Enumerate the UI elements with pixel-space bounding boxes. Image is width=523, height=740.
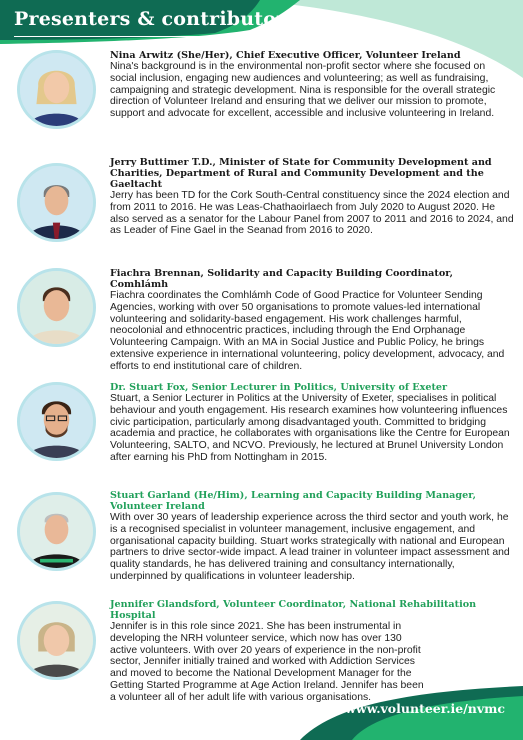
presenter-photo	[17, 268, 96, 347]
presenter-bio: Fiachra coordinates the Comhlámh Code of Good Practice for Volunteer Sending Agencies, working with over 50 organisations to promote values-led international volunteering and solidarity-based engagement. His work challenges harmful, neocolonial and ethnocentric practices, including through the End Orphanage Volunteering Campaign. With an MA in Social Justice and Public Policy, he brings extensive experience in international volunteering, policy development, advocacy, and efforts to end institutional care of children.	[110, 290, 505, 372]
presenter-name: Fiachra Brennan, Solidarity and Capacity Building Coordinator, Comhlámh	[110, 268, 453, 290]
portrait-icon	[20, 604, 93, 677]
presenter-photo	[17, 163, 96, 242]
presenter-bio: With over 30 years of leadership experience across the third sector and youth work, he is a recognised specialist in volunteer management, inclusive engagement, and organisational capacity building. Stuart works strategically with national and European partners to drive sector-wide impact. A lead trainer in volunteer impact assessment and quality standards, he has delivered training and consultancy internationally, underpinned by qualifications in volunteer leadership.	[110, 512, 510, 582]
presenter-bio: Nina's background is in the environmental non-profit sector where she focused on social inclusion, engaging new audiences and volunteering; as well as fundraising, campaigning and strategic development. Nina is responsible for the overall strategic direction of Volunteer Ireland and ensuring that we deliver our mission to promote, support and advocate for excellent, accessible and inclusive volunteering in Ireland.	[110, 61, 496, 120]
portrait-icon	[20, 166, 93, 239]
presenter-photo	[17, 382, 96, 461]
presenter-bio: Jerry has been TD for the Cork South-Central constituency since the 2024 election and from 2011 to 2016. He was Leas-Chathaoirlaech from July 2020 to August 2020. He also served as a senator for the Labour Panel from 2007 to 2011 and 2016 to 2024, and as Leader of Fine Gael in the Seanad from 2016 to 2020.	[110, 190, 514, 237]
portrait-icon	[20, 271, 93, 344]
presenter-name: Jennifer Glandsford, Volunteer Coordinator, National Rehabilitation Hospital	[110, 599, 477, 621]
presenter-name: Jerry Buttimer T.D., Minister of State for Community Development and Charities, Department of Rural and Community Development and the Gaeltacht	[110, 157, 492, 190]
presenter-bio: Stuart, a Senior Lecturer in Politics at the University of Exeter, specialises in political behaviour and youth engagement. His research examines how volunteering influences civic participation, particularly among disadvantaged youth. Committed to bridging academia and practice, he collaborates with organisations like the Centre for European Volunteering, SALTO, and NCVO. Previously, he lectured at Brunel University London after earning his PhD from Nottingham in 2015.	[110, 393, 510, 463]
footer-website-link[interactable]: www.volunteer.ie/nvmc	[345, 701, 505, 716]
presenter-name: Dr. Stuart Fox, Senior Lecturer in Politics, University of Exeter	[110, 382, 448, 393]
portrait-icon	[20, 385, 93, 458]
presenter-name: Nina Arwitz (She/Her), Chief Executive Officer, Volunteer Ireland	[110, 50, 461, 61]
portrait-icon	[20, 53, 93, 126]
page-title: Presenters & contributors	[14, 8, 298, 30]
title-underline	[14, 36, 292, 37]
presenter-photo	[17, 492, 96, 571]
portrait-icon	[20, 495, 93, 568]
presenter-name: Stuart Garland (He/Him), Learning and Capacity Building Manager, Volunteer Ireland	[110, 490, 476, 512]
presenter-bio: Jennifer is in this role since 2021. She has been instrumental in developing the NRH volunteer service, which now has over 130 active volunteers. With over 20 years of experience in the non-profit sector, Jennifer initially trained and worked with Addiction Services and moved to become the National Development Manager for the Getting Started Programme at Age Action Ireland. Jennifer has been a volunteer all of her adult life with various organisations.	[110, 621, 424, 703]
presenter-photo	[17, 601, 96, 680]
presenter-photo	[17, 50, 96, 129]
